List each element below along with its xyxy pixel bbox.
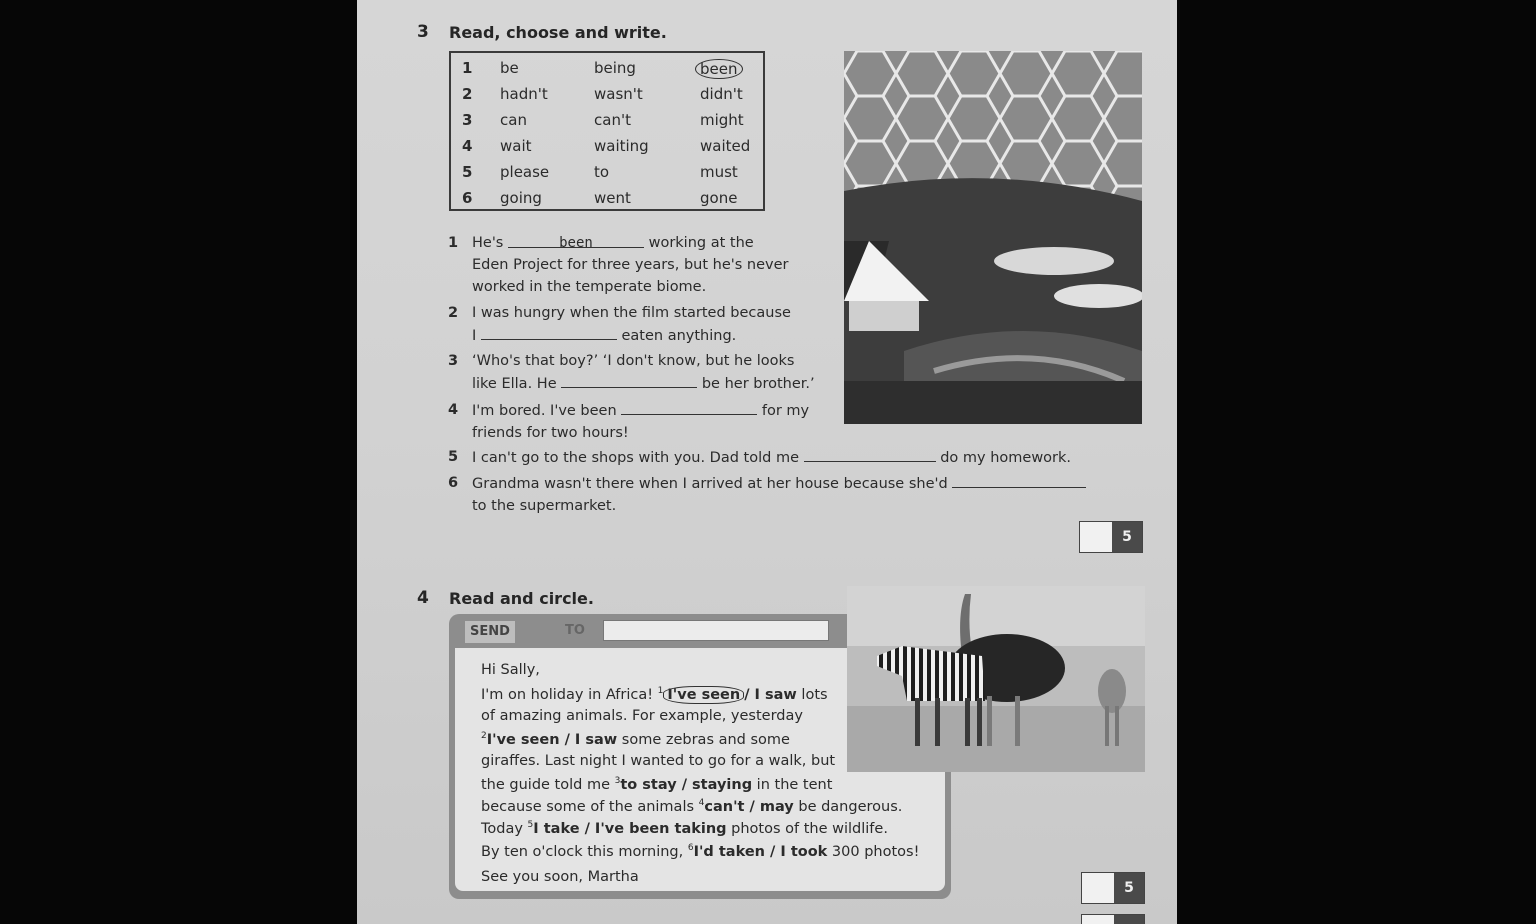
sentence-2 (448, 302, 812, 347)
email-line (481, 798, 902, 815)
option-c[interactable]: gone (700, 189, 738, 207)
sentence-text: for my (761, 403, 810, 419)
email-text: By ten o'clock this morning, (481, 843, 688, 860)
score-box-3 (1079, 521, 1143, 553)
gap-number: 5 (527, 820, 534, 830)
option-c[interactable]: didn't (700, 85, 743, 103)
exercise-3-title: Read, choose and write. (449, 23, 667, 42)
choice-row (451, 133, 763, 159)
sentence-text: He's (472, 235, 504, 251)
eden-project-photo (844, 51, 1142, 424)
to-field[interactable] (603, 620, 829, 641)
sentence-text: I (472, 328, 477, 344)
email-line: of amazing animals. For example, yesterday (481, 708, 803, 724)
sentence-text: worked in the temperate biome. (472, 279, 707, 295)
row-number: 5 (462, 163, 473, 181)
sentence-6 (448, 472, 1152, 517)
option-c-circled[interactable]: been (695, 59, 743, 79)
option-a[interactable]: please (500, 163, 550, 181)
sentence-text: ‘Who's that boy?’ ‘I don't know, but he looks (472, 353, 795, 369)
email-text: because some of the animals (481, 798, 699, 815)
sentence-text: I can't go to the shops with you. Dad told me (472, 450, 799, 466)
row-number: 1 (462, 59, 473, 77)
row-number: 2 (462, 85, 473, 103)
choice-row (451, 107, 763, 133)
sentence-text: working at the (648, 235, 754, 251)
gap-number: 4 (698, 798, 705, 808)
sentence-3 (448, 350, 832, 395)
sentence-number: 3 (448, 353, 459, 369)
email-text: some zebras and some (617, 731, 790, 748)
sentence-text: be her brother.’ (701, 376, 815, 392)
option-pair[interactable]: I take / I've been taking (533, 820, 727, 837)
email-text: lots (796, 686, 828, 703)
sentence-number: 6 (448, 475, 459, 491)
sentence-number: 5 (448, 449, 459, 465)
option-b[interactable]: to (594, 163, 610, 181)
email-line (481, 843, 919, 860)
sentence-text: to the supermarket. (472, 498, 617, 514)
exercise-4-title: Read and circle. (449, 589, 594, 608)
email-signoff: See you soon, Martha (481, 869, 639, 885)
gap-number: 3 (614, 776, 621, 786)
option-pair[interactable]: to stay / staying (620, 776, 753, 793)
option-c[interactable]: might (700, 111, 744, 129)
option-a[interactable]: wait (500, 137, 532, 155)
choice-row (451, 55, 763, 81)
answer-blank[interactable] (952, 472, 1086, 488)
sentence-text: Grandma wasn't there when I arrived at her house because she'd (472, 476, 948, 492)
score-total-hidden (1114, 915, 1144, 924)
row-number: 3 (462, 111, 473, 129)
email-text: in the tent (752, 776, 833, 793)
gap-number: 1 (657, 686, 664, 696)
score-box-4 (1081, 872, 1145, 904)
option-a[interactable]: going (500, 189, 542, 207)
row-number: 6 (462, 189, 473, 207)
score-entry[interactable] (1080, 522, 1113, 552)
option-b[interactable]: wasn't (594, 85, 643, 103)
email-text: the guide told me (481, 776, 615, 793)
score-box-next (1081, 914, 1145, 924)
sentence-text: eaten anything. (621, 328, 737, 344)
choice-row (451, 185, 763, 211)
sentence-text: Eden Project for three years, but he's never (472, 257, 789, 273)
score-entry[interactable] (1082, 915, 1115, 924)
option-c[interactable]: must (700, 163, 738, 181)
email-text: I'm on holiday in Africa! (481, 686, 658, 703)
choice-table (449, 51, 765, 211)
sentence-number: 4 (448, 402, 459, 418)
answer-blank[interactable] (561, 372, 697, 388)
row-number: 4 (462, 137, 473, 155)
option-b[interactable]: waiting (594, 137, 649, 155)
email-line (481, 686, 828, 703)
exercise-4-number: 4 (417, 588, 429, 608)
email-greeting: Hi Sally, (481, 662, 540, 678)
option-pair[interactable]: I've seen / I saw (486, 731, 618, 748)
option-a[interactable]: be (500, 59, 519, 77)
email-text: be dangerous. (793, 798, 903, 815)
option-a[interactable]: hadn't (500, 85, 548, 103)
sentence-text: like Ella. He (472, 376, 557, 392)
option-a[interactable]: can (500, 111, 527, 129)
option-b[interactable]: went (594, 189, 631, 207)
option-c[interactable]: waited (700, 137, 751, 155)
sentence-number: 2 (448, 305, 459, 321)
score-total: 5 (1112, 522, 1142, 552)
gap-number: 2 (481, 731, 487, 741)
option[interactable]: / I saw (744, 686, 797, 703)
option-pair[interactable]: I'd taken / I took (693, 843, 828, 860)
sentence-text: friends for two hours! (472, 425, 629, 441)
choice-row (451, 159, 763, 185)
zebra-ostrich-photo (847, 586, 1145, 772)
sentence-1 (448, 232, 802, 298)
sentence-text: I was hungry when the film started because (472, 305, 791, 321)
choice-row (451, 81, 763, 107)
send-button[interactable]: SEND (465, 621, 515, 643)
to-label: TO (565, 623, 585, 638)
sentence-number: 1 (448, 235, 459, 251)
sentence-5 (448, 446, 1112, 469)
answer-blank[interactable] (621, 399, 757, 415)
email-line (481, 731, 790, 748)
score-entry[interactable] (1082, 873, 1115, 903)
email-line: giraffes. Last night I wanted to go for a walk, but (481, 753, 836, 769)
email-line (481, 776, 832, 793)
score-total: 5 (1114, 873, 1144, 903)
email-text: 300 photos! (827, 843, 920, 860)
answer-blank[interactable] (804, 446, 936, 462)
answer-blank[interactable] (481, 324, 617, 340)
option-b[interactable]: being (594, 59, 636, 77)
option-b[interactable]: can't (594, 111, 631, 129)
sentence-text: I'm bored. I've been (472, 403, 617, 419)
sentence-4 (448, 399, 832, 444)
exercise-3-number: 3 (417, 22, 429, 42)
circled-option[interactable]: I've seen (663, 686, 744, 704)
worksheet-page (357, 0, 1177, 924)
email-line (481, 820, 888, 837)
answer-blank[interactable]: been (508, 232, 644, 248)
gap-number: 6 (687, 843, 694, 853)
email-text: photos of the wildlife. (726, 820, 888, 837)
email-text: Today (481, 820, 528, 837)
option-pair[interactable]: can't / may (704, 798, 794, 815)
sentence-text: do my homework. (940, 450, 1072, 466)
